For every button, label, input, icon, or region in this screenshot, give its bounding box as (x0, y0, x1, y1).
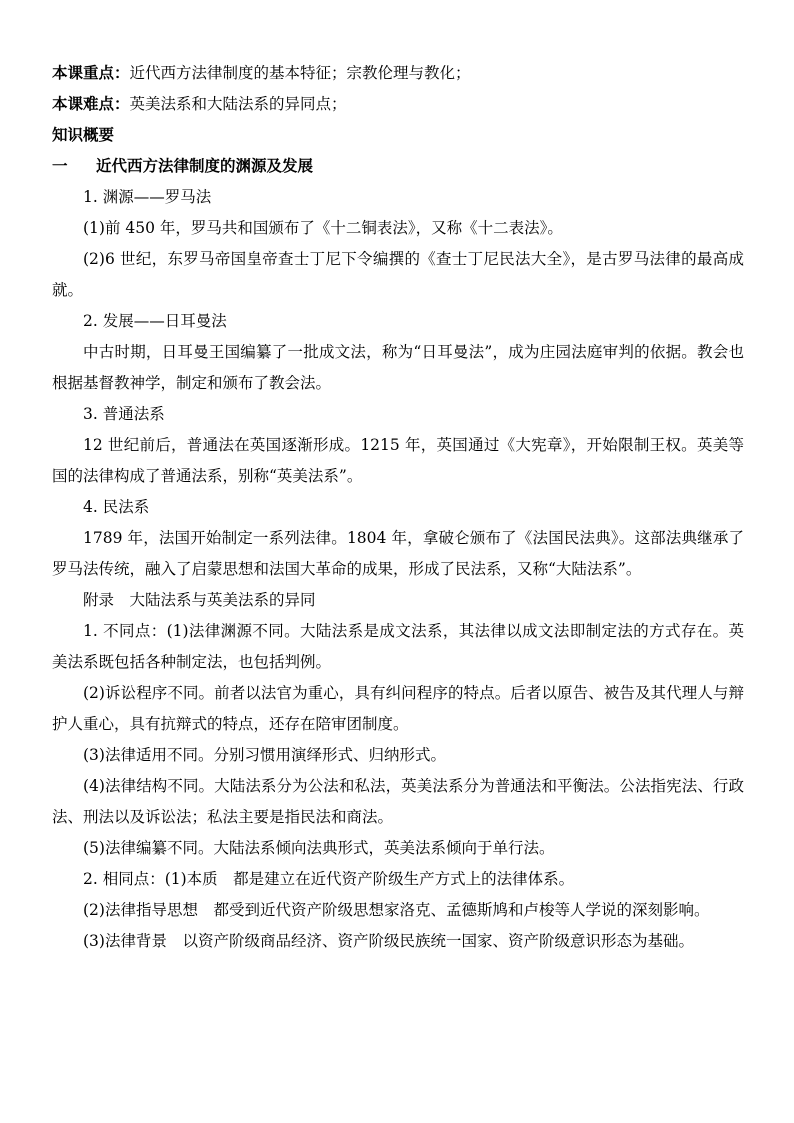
section-title: 近代西方法律制度的渊源及发展 (96, 157, 314, 175)
difficulty-text: 英美法系和大陆法系的异同点； (129, 95, 347, 113)
subheading-civil-law: 4. 民法系 (83, 498, 150, 516)
document-page (52, 58, 744, 957)
focus-text: 近代西方法律制度的基本特征；宗教伦理与教化； (129, 64, 471, 82)
subheading-development: 2. 发展——日耳曼法 (83, 312, 227, 330)
paragraph: 1. 不同点：(1)法律渊源不同。大陆法系是成文法系，其法律以成文法即制定法的方式存在。英美法系既包括各种制定法，也包括判例。 (52, 622, 744, 671)
paragraph: (4)法律结构不同。大陆法系分为公法和私法，英美法系分为普通法和平衡法。公法指宪法、行政法、刑法以及诉讼法；私法主要是指民法和商法。 (52, 777, 744, 826)
paragraph: 2. 相同点：(1)本质 都是建立在近代资产阶级生产方式上的法律体系。 (83, 870, 575, 888)
focus-line (52, 58, 744, 89)
paragraph: (3)法律背景 以资产阶级商品经济、资产阶级民族统一国家、资产阶级意识形态为基础。 (83, 932, 694, 950)
paragraph: (2)诉讼程序不同。前者以法官为重心，具有纠问程序的特点。后者以原告、被告及其代理人与辩护人重心，具有抗辩式的特点，还存在陪审团制度。 (52, 684, 744, 733)
difficulty-line (52, 89, 744, 120)
overview-title: 知识概要 (52, 126, 115, 144)
subheading-origin: 1. 渊源——罗马法 (83, 188, 212, 206)
paragraph: (2)6 世纪，东罗马帝国皇帝查士丁尼下令编撰的《查士丁尼民法大全》，是古罗马法律的最高成就。 (52, 250, 744, 299)
paragraph: 12 世纪前后，普通法在英国逐渐形成。1215 年，英国通过《大宪章》，开始限制王权。英美等国的法律构成了普通法系，别称“英美法系”。 (52, 436, 744, 485)
section-heading (52, 151, 744, 182)
paragraph: 1789 年，法国开始制定一系列法律。1804 年，拿破仑颁布了《法国民法典》。这部法典继承了罗马法传统，融入了启蒙思想和法国大革命的成果，形成了民法系，又称“大陆法系”。 (52, 529, 744, 578)
paragraph: (2)法律指导思想 都受到近代资产阶级思想家洛克、孟德斯鸠和卢梭等人学说的深刻影响。 (83, 901, 710, 919)
appendix-heading: 附录 大陆法系与英美法系的异同 (83, 591, 316, 609)
subheading-common-law: 3. 普通法系 (83, 405, 165, 423)
paragraph: (1)前 450 年，罗马共和国颁布了《十二铜表法》，又称《十二表法》。 (83, 219, 563, 237)
paragraph: 中古时期，日耳曼王国编纂了一批成文法，称为“日耳曼法”，成为庄园法庭审判的依据。教会也根据基督教神学，制定和颁布了教会法。 (52, 343, 744, 392)
paragraph: (3)法律适用不同。分别习惯用演绎形式、归纳形式。 (83, 746, 446, 764)
difficulty-label: 本课难点： (52, 95, 130, 113)
focus-label: 本课重点： (52, 64, 130, 82)
section-number: 一 (52, 157, 68, 175)
paragraph: (5)法律编纂不同。大陆法系倾向法典形式，英美法系倾向于单行法。 (83, 839, 555, 857)
